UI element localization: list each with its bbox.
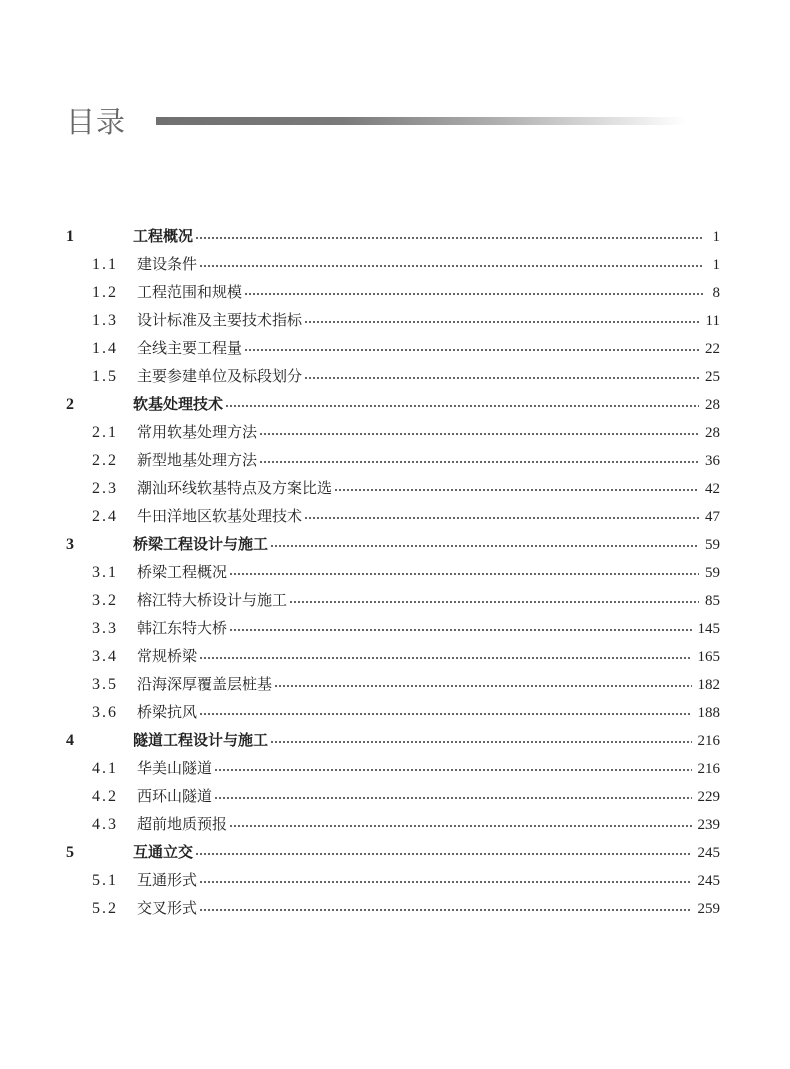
- entry-page-number: 239: [697, 817, 720, 833]
- dot-leader: [270, 545, 699, 547]
- toc-section-entry[interactable]: [66, 782, 720, 810]
- entry-title: 工程范围和规模: [137, 283, 243, 301]
- dot-leader: [304, 377, 699, 379]
- entry-number: 2.1: [92, 424, 118, 441]
- entry-number: 2: [66, 396, 74, 413]
- entry-page-number: 28: [705, 425, 720, 441]
- dot-leader: [244, 349, 699, 351]
- entry-title: 牛田洋地区软基处理技术: [137, 507, 303, 525]
- entry-title: 超前地质预报: [137, 815, 228, 833]
- entry-title: 华美山隧道: [137, 759, 213, 777]
- entry-title: 桥梁工程概况: [137, 563, 228, 581]
- entry-number: 1: [66, 228, 74, 245]
- toc-section-entry[interactable]: [66, 754, 720, 782]
- entry-title: 桥梁抗风: [137, 703, 198, 721]
- dot-leader: [195, 853, 691, 855]
- dot-leader: [259, 433, 699, 435]
- toc-section-entry[interactable]: [66, 334, 720, 362]
- toc-section-entry[interactable]: [66, 362, 720, 390]
- entry-number: 3.3: [92, 620, 118, 637]
- entry-page-number: 47: [705, 509, 720, 525]
- entry-page-number: 8: [712, 285, 720, 301]
- entry-title: 沿海深厚覆盖层桩基: [137, 675, 273, 693]
- entry-title: 新型地基处理方法: [137, 451, 258, 469]
- entry-number: 2.2: [92, 452, 118, 469]
- toc-section-entry[interactable]: [66, 474, 720, 502]
- entry-page-number: 11: [705, 313, 720, 329]
- dot-leader: [229, 629, 691, 631]
- toc-section-entry[interactable]: [66, 698, 720, 726]
- dot-leader: [225, 405, 699, 407]
- entry-number: 1.5: [92, 368, 118, 385]
- entry-page-number: 245: [697, 873, 720, 889]
- entry-title: 软基处理技术: [133, 395, 224, 413]
- entry-number: 3.6: [92, 704, 118, 721]
- dot-leader: [259, 461, 699, 463]
- dot-leader: [304, 321, 700, 323]
- entry-title: 工程概况: [133, 227, 194, 245]
- toc-chapter-entry[interactable]: [66, 726, 720, 754]
- entry-page-number: 165: [697, 649, 720, 665]
- dot-leader: [304, 517, 699, 519]
- entry-page-number: 36: [705, 453, 720, 469]
- dot-leader: [229, 573, 699, 575]
- toc-section-entry[interactable]: [66, 306, 720, 334]
- entry-page-number: 42: [705, 481, 720, 497]
- entry-page-number: 59: [705, 537, 720, 553]
- toc-section-entry[interactable]: [66, 418, 720, 446]
- toc-chapter-entry[interactable]: [66, 838, 720, 866]
- entry-number: 1.4: [92, 340, 118, 357]
- entry-title: 常规桥梁: [137, 647, 198, 665]
- entry-title: 设计标准及主要技术指标: [137, 311, 303, 329]
- entry-title: 韩江东特大桥: [137, 619, 228, 637]
- toc-chapter-entry[interactable]: [66, 222, 720, 250]
- entry-number: 3.5: [92, 676, 118, 693]
- entry-number: 3.1: [92, 564, 118, 581]
- entry-number: 4.2: [92, 788, 118, 805]
- entry-number: 1.3: [92, 312, 118, 329]
- toc-chapter-entry[interactable]: [66, 390, 720, 418]
- entry-title: 全线主要工程量: [137, 339, 243, 357]
- dot-leader: [214, 769, 691, 771]
- entry-page-number: 25: [705, 369, 720, 385]
- entry-number: 5.1: [92, 872, 118, 889]
- entry-page-number: 85: [705, 593, 720, 609]
- entry-page-number: 22: [705, 341, 720, 357]
- dot-leader: [199, 909, 691, 911]
- toc-chapter-entry[interactable]: [66, 530, 720, 558]
- toc-section-entry[interactable]: [66, 586, 720, 614]
- dot-leader: [199, 713, 691, 715]
- entry-page-number: 245: [697, 845, 720, 861]
- toc-section-entry[interactable]: [66, 670, 720, 698]
- entry-number: 1.1: [92, 256, 118, 273]
- dot-leader: [244, 293, 704, 295]
- toc-section-entry[interactable]: [66, 502, 720, 530]
- toc-section-entry[interactable]: [66, 614, 720, 642]
- toc-section-entry[interactable]: [66, 558, 720, 586]
- dot-leader: [199, 881, 691, 883]
- entry-number: 3.4: [92, 648, 118, 665]
- entry-title: 潮汕环线软基特点及方案比选: [137, 479, 333, 497]
- entry-title: 常用软基处理方法: [137, 423, 258, 441]
- entry-title: 隧道工程设计与施工: [133, 731, 269, 749]
- entry-title: 西环山隧道: [137, 787, 213, 805]
- dot-leader: [289, 601, 699, 603]
- dot-leader: [195, 237, 704, 239]
- toc-section-entry[interactable]: [66, 642, 720, 670]
- entry-number: 4.3: [92, 816, 118, 833]
- entry-title: 桥梁工程设计与施工: [133, 535, 269, 553]
- entry-number: 1.2: [92, 284, 118, 301]
- entry-page-number: 28: [705, 397, 720, 413]
- entry-page-number: 229: [697, 789, 720, 805]
- entry-title: 交叉形式: [137, 899, 198, 917]
- entry-page-number: 59: [705, 565, 720, 581]
- entry-number: 5: [66, 844, 74, 861]
- entry-page-number: 216: [697, 733, 720, 749]
- entry-number: 4.1: [92, 760, 118, 777]
- entry-page-number: 145: [697, 621, 720, 637]
- entry-title: 互通立交: [133, 843, 194, 861]
- toc-section-entry[interactable]: [66, 250, 720, 278]
- entry-page-number: 182: [697, 677, 720, 693]
- entry-page-number: 188: [697, 705, 720, 721]
- toc-section-entry[interactable]: [66, 446, 720, 474]
- toc-section-entry[interactable]: [66, 810, 720, 838]
- dot-leader: [229, 825, 691, 827]
- entry-number: 3: [66, 536, 74, 553]
- dot-leader: [214, 797, 691, 799]
- entry-number: 4: [66, 732, 74, 749]
- dot-leader: [199, 265, 704, 267]
- entry-number: 2.3: [92, 480, 118, 497]
- entry-title: 主要参建单位及标段划分: [137, 367, 303, 385]
- entry-title: 建设条件: [137, 255, 198, 273]
- dot-leader: [270, 741, 691, 743]
- entry-number: 5.2: [92, 900, 118, 917]
- entry-page-number: 259: [697, 901, 720, 917]
- dot-leader: [334, 489, 699, 491]
- entry-page-number: 1: [712, 257, 720, 273]
- dot-leader: [199, 657, 691, 659]
- toc-section-entry[interactable]: [66, 866, 720, 894]
- entry-number: 2.4: [92, 508, 118, 525]
- dot-leader: [274, 685, 691, 687]
- toc-section-entry[interactable]: [66, 894, 720, 922]
- entry-number: 3.2: [92, 592, 118, 609]
- heading-gradient-bar: [156, 117, 686, 125]
- toc-section-entry[interactable]: [66, 278, 720, 306]
- entry-title: 互通形式: [137, 871, 198, 889]
- entry-page-number: 1: [712, 229, 720, 245]
- entry-page-number: 216: [697, 761, 720, 777]
- toc-heading: 目录: [66, 105, 127, 139]
- entry-title: 榕江特大桥设计与施工: [137, 591, 288, 609]
- table-of-contents: [66, 222, 720, 922]
